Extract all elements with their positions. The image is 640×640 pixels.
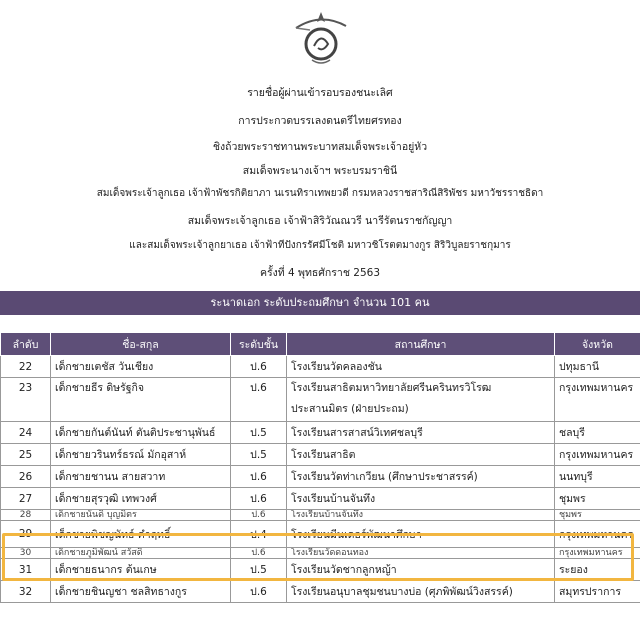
row-school: โรงเรียนสารสาสน์วิเทศชลบุรี (287, 422, 555, 444)
row-no: 24 (1, 422, 51, 444)
table-row (1, 444, 640, 466)
row-name: เด็กชายภูมิพัฒน์ สวัสดิ์ (51, 548, 231, 559)
row-name: เด็กชายพิชญนัทธ์ คำฤทธิ์ (51, 521, 231, 548)
row-province: ชุมพร (555, 488, 640, 510)
row-no: 29 (1, 521, 51, 548)
row-grade: ป.6 (231, 548, 287, 559)
header-line-5: สมเด็จพระเจ้าลูกเธอ เจ้าฟ้าพัชรกิติยาภา นเรนทิราเทพยวดี กรมหลวงราชสาริณีสิริพัชร มหาวัชรราชธิดา (96, 188, 544, 199)
row-no: 31 (1, 559, 51, 581)
row-school: โรงเรียนวัดคลองชัน (287, 356, 555, 378)
row-province: สมุทรปราการ (555, 581, 640, 603)
row-province: กรุงเทพมหานคร (555, 378, 640, 422)
table-header-row (1, 333, 640, 356)
row-grade: ป.4 (231, 521, 287, 548)
row-school: โรงเรียนบ้านจันทึง (287, 510, 555, 521)
row-no: 28 (1, 510, 51, 521)
row-no: 30 (1, 548, 51, 559)
row-grade: ป.5 (231, 422, 287, 444)
row-school: โรงเรียนวัดท่าเกวียน (ศึกษาประชาสรรค์) (287, 466, 555, 488)
row-name: เด็กชายชานน สายสวาท (51, 466, 231, 488)
col-header-province: จังหวัด (555, 333, 640, 356)
row-no: 25 (1, 444, 51, 466)
col-header-school: สถานศึกษา (287, 333, 555, 356)
row-name: เด็กชายวรินทร์ธรณ์ มักอุสาห์ (51, 444, 231, 466)
table-row (1, 488, 640, 510)
category-banner: ระนาดเอก ระดับประถมศึกษา จำนวน 101 คน (0, 291, 640, 315)
header-line-4: สมเด็จพระนางเจ้าฯ พระบรมราชินี (242, 165, 398, 177)
header-line-1: รายชื่อผู้ผ่านเข้ารอบรองชนะเลิศ (247, 87, 393, 99)
table-row (1, 581, 640, 603)
row-province: ปทุมธานี (555, 356, 640, 378)
table-row (1, 378, 640, 422)
row-grade: ป.6 (231, 510, 287, 521)
table-row (1, 422, 640, 444)
header-line-7: และสมเด็จพระเจ้าลูกยาเธอ เจ้าฟ้าทีปังกรรัศมีโชติ มหาวชิโรตตมางกูร สิริวิบูลยราชกุมาร (129, 240, 511, 251)
row-grade: ป.5 (231, 444, 287, 466)
row-grade: ป.6 (231, 581, 287, 603)
row-grade: ป.5 (231, 559, 287, 581)
row-grade: ป.6 (231, 356, 287, 378)
row-province: นนทบุรี (555, 466, 640, 488)
table-row (1, 466, 640, 488)
header-line-6: สมเด็จพระเจ้าลูกเธอ เจ้าฟ้าสิริวัณณวรี นารีรัตนราชกัญญา (187, 215, 453, 227)
row-name: เด็กชายธีร ดิษรัฐกิจ (51, 378, 231, 422)
row-name: เด็กชายเตชัส วันเชียง (51, 356, 231, 378)
row-school: โรงเรียนวัดดอนทอง (287, 548, 555, 559)
row-name: เด็กชายธนากร ต้นเกษ (51, 559, 231, 581)
row-province: ชลบุรี (555, 422, 640, 444)
col-header-grade: ระดับชั้น (231, 333, 287, 356)
row-no: 27 (1, 488, 51, 510)
row-school: โรงเรียนสาธิต (287, 444, 555, 466)
emblem-icon (290, 8, 352, 66)
row-school: โรงเรียนสาธิตมหาวิทยาลัยศรีนครินทรวิโรฒ ประสานมิตร (ฝ่ายประถม) (287, 378, 555, 422)
col-header-name: ชื่อ-สกุล (51, 333, 231, 356)
row-province: กรุงเทพมหานคร (555, 548, 640, 559)
row-school: โรงเรียนบ้านจันทึง (287, 488, 555, 510)
row-grade: ป.6 (231, 378, 287, 422)
row-school: โรงเรียนมีนเดอร์พัฒนาศึกษา (287, 521, 555, 548)
row-no: 22 (1, 356, 51, 378)
row-no: 23 (1, 378, 51, 422)
row-school: โรงเรียนวัดชากลูกหญ้า (287, 559, 555, 581)
row-province: กรุงเทพมหานคร (555, 444, 640, 466)
col-header-no: ลำดับ (1, 333, 51, 356)
row-grade: ป.6 (231, 466, 287, 488)
row-no: 32 (1, 581, 51, 603)
table-row (1, 356, 640, 378)
highlight-box (2, 533, 634, 581)
row-province: ชุมพร (555, 510, 640, 521)
row-province: ระยอง (555, 559, 640, 581)
document-header (0, 0, 640, 290)
row-grade: ป.6 (231, 488, 287, 510)
row-name: เด็กชายสุรวุฒิ เทพวงศ์ (51, 488, 231, 510)
row-name: เด็กชายนันดิ บุญมิตร (51, 510, 231, 521)
header-line-2: การประกวดบรรเลงดนตรีไทยศรทอง (238, 115, 402, 127)
header-line-3: ชิงถ้วยพระราชทานพระบาทสมเด็จพระเจ้าอยู่หัว (212, 141, 428, 153)
row-province: กรุงเทพมหานคร (555, 521, 640, 548)
row-name: เด็กชายกันต์นันท์ ตันติประชานุพันธ์ (51, 422, 231, 444)
table-row (1, 510, 640, 521)
row-name: เด็กชายชินญชา ชลสิทธางกูร (51, 581, 231, 603)
row-no: 26 (1, 466, 51, 488)
header-line-8: ครั้งที่ 4 พุทธศักราช 2563 (259, 267, 381, 279)
row-school: โรงเรียนอนุบาลชุมชนบางบ่อ (ศุภพิพัฒน์วิงสรรค์) (287, 581, 555, 603)
